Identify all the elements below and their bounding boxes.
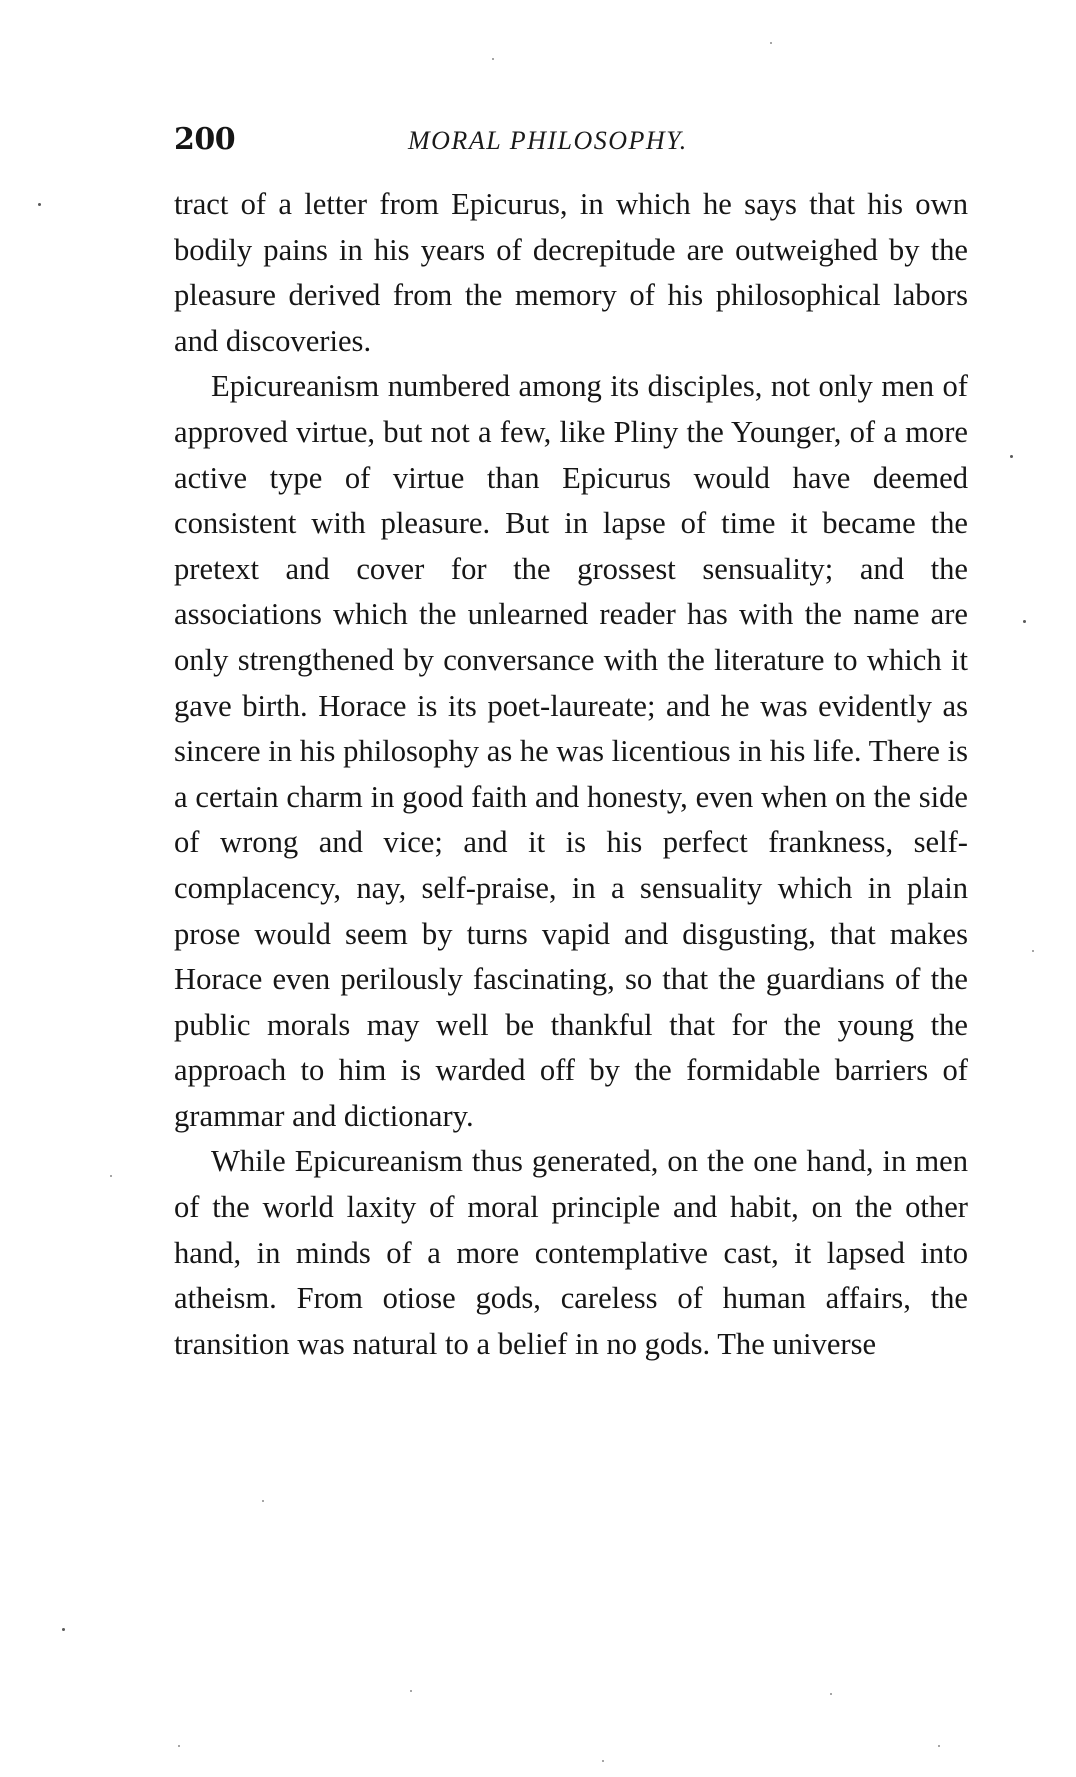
scan-speck: [62, 1628, 65, 1631]
scan-speck: [770, 42, 772, 44]
scan-speck: [110, 1175, 112, 1177]
scan-speck: [410, 1690, 412, 1692]
running-title: MORAL PHILOSOPHY.: [408, 126, 688, 155]
paragraph-continued: tract of a letter from Epicurus, in which he says that his own bodily pains in his years of decrepitude are outweighed by the pleasure derived from the memory of his philosophical labors and discoveries.: [174, 187, 968, 358]
scan-speck: [938, 1745, 940, 1747]
scan-speck: [1023, 620, 1026, 623]
scan-speck: [1010, 455, 1013, 458]
paragraph-epicureanism: Epicureanism numbered among its disciples, not only men of approved virtue, but not a few, like Pliny the Younger, of a more active type of virtue than Epicurus would have deemed consistent with pleasure. But in lapse of time it became the pretext and cover for the grossest sensuality; and the associations which the unlearned reader has with the name are only strengthened by conversance with the literature to which it gave birth. Horace is its poet-laureate; and he was evidently as sincere in his philosophy as he was licentious in his life. There is a certain charm in good faith and honesty, even when on the side of wrong and vice; and it is his perfect frankness, self-complacency, nay, self-praise, in a sensuality which in plain prose would seem by turns vapid and disgusting, that makes Horace even perilously fascinating, so that the guardians of the public morals may well be thankful that for the young the approach to him is warded off by the formidable barriers of grammar and dictionary.: [174, 369, 968, 1133]
scan-speck: [602, 1760, 604, 1762]
paragraph-atheism: While Epicureanism thus generated, on the one hand, in men of the world laxity of moral principle and habit, on the other hand, in minds of a more contemplative cast, it lapsed into atheism. From otiose gods, careless of human affairs, the transition was natural to a belief in no gods. The universe: [174, 1144, 968, 1361]
scan-speck: [178, 1745, 180, 1747]
scan-speck: [38, 203, 41, 206]
page-number: 200: [174, 122, 236, 157]
page-body: [174, 182, 968, 1367]
scan-speck: [262, 1500, 264, 1502]
scan-speck: [492, 58, 494, 60]
scan-speck: [1032, 950, 1034, 952]
scan-speck: [830, 1693, 832, 1695]
page-header: [174, 122, 974, 162]
